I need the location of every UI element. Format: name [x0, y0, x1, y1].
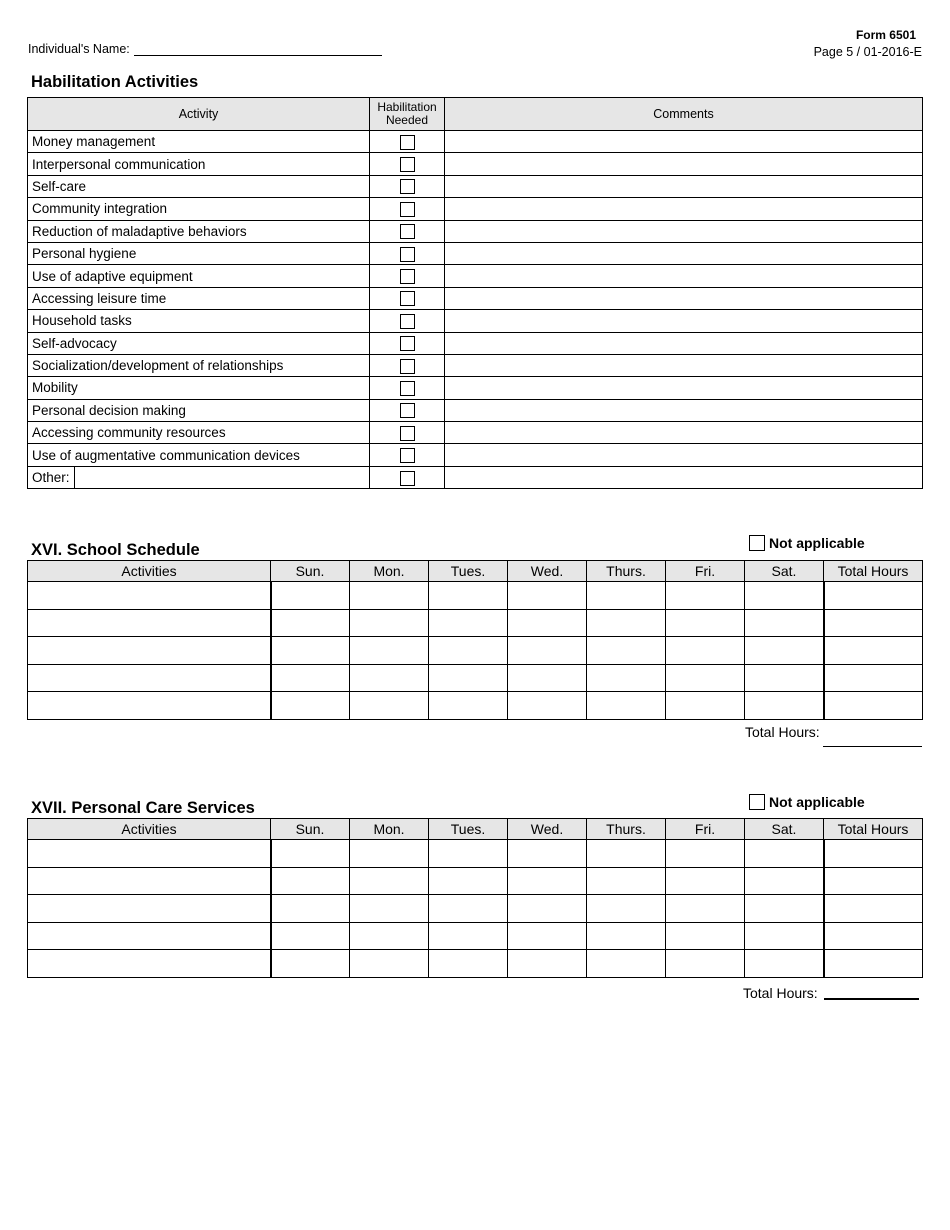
personal-care-cell[interactable]	[28, 895, 271, 923]
habilitation-needed-checkbox[interactable]	[400, 336, 415, 351]
personal-care-col-header: Wed.	[508, 819, 587, 840]
habilitation-needed-cell	[370, 153, 445, 175]
habilitation-needed-checkbox[interactable]	[400, 179, 415, 194]
school-schedule-row	[28, 692, 923, 720]
habilitation-activity-label: Use of adaptive equipment	[28, 265, 370, 287]
habilitation-activity-label: Community integration	[28, 198, 370, 220]
personal-care-title: XVII. Personal Care Services	[31, 799, 255, 817]
personal-care-cell[interactable]	[350, 922, 429, 950]
school-schedule-cell[interactable]	[28, 637, 271, 665]
school-schedule-cell[interactable]	[508, 637, 587, 665]
school-schedule-cell[interactable]	[429, 609, 508, 637]
school-schedule-table	[27, 560, 923, 720]
habilitation-title: Habilitation Activities	[31, 73, 199, 91]
habilitation-needed-cell	[370, 377, 445, 399]
habilitation-comment-field[interactable]	[445, 131, 923, 153]
personal-care-cell[interactable]	[350, 867, 429, 895]
habilitation-needed-cell	[370, 466, 445, 488]
personal-care-cell[interactable]	[745, 950, 824, 978]
personal-care-cell[interactable]	[824, 867, 923, 895]
habilitation-needed-cell	[370, 399, 445, 421]
habilitation-comment-field[interactable]	[445, 422, 923, 444]
habilitation-comment-field[interactable]	[445, 220, 923, 242]
habilitation-row	[28, 198, 923, 220]
school-schedule-cell[interactable]	[28, 609, 271, 637]
habilitation-needed-checkbox[interactable]	[400, 314, 415, 329]
school-schedule-col-header: Sat.	[745, 561, 824, 582]
school-schedule-col-header: Sun.	[271, 561, 350, 582]
habilitation-activity-label: Money management	[28, 131, 370, 153]
school-schedule-title: XVI. School Schedule	[31, 541, 200, 559]
personal-care-not-applicable-checkbox[interactable]	[749, 794, 765, 810]
personal-care-cell[interactable]	[350, 950, 429, 978]
school-schedule-cell[interactable]	[745, 582, 824, 610]
habilitation-needed-checkbox[interactable]	[400, 202, 415, 217]
individual-name-field[interactable]	[134, 55, 382, 56]
personal-care-not-applicable-label: Not applicable	[769, 794, 865, 810]
habilitation-needed-checkbox[interactable]	[400, 224, 415, 239]
habilitation-row	[28, 153, 923, 175]
personal-care-cell[interactable]	[824, 840, 923, 868]
col-needed-line1: Habilitation	[377, 100, 437, 114]
school-schedule-cell[interactable]	[745, 664, 824, 692]
personal-care-cell[interactable]	[508, 867, 587, 895]
habilitation-needed-cell	[370, 131, 445, 153]
habilitation-row	[28, 422, 923, 444]
habilitation-other-cell	[28, 466, 370, 488]
school-schedule-cell[interactable]	[824, 692, 923, 720]
school-schedule-cell[interactable]	[28, 692, 271, 720]
school-schedule-cell[interactable]	[745, 609, 824, 637]
personal-care-cell[interactable]	[666, 840, 745, 868]
personal-care-cell[interactable]	[28, 950, 271, 978]
school-schedule-col-header: Tues.	[429, 561, 508, 582]
school-schedule-cell[interactable]	[666, 637, 745, 665]
habilitation-needed-cell	[370, 198, 445, 220]
col-needed-line2: Needed	[385, 113, 429, 127]
school-schedule-cell[interactable]	[666, 692, 745, 720]
school-schedule-cell[interactable]	[508, 582, 587, 610]
habilitation-needed-cell	[370, 354, 445, 376]
school-schedule-cell[interactable]	[508, 664, 587, 692]
habilitation-needed-checkbox[interactable]	[400, 471, 415, 486]
habilitation-needed-cell	[370, 287, 445, 309]
personal-care-total-hours-label: Total Hours:	[743, 985, 818, 1001]
personal-care-row	[28, 950, 923, 978]
personal-care-cell[interactable]	[271, 840, 350, 868]
personal-care-cell[interactable]	[508, 895, 587, 923]
school-schedule-col-header: Total Hours	[824, 561, 923, 582]
school-schedule-col-header: Fri.	[666, 561, 745, 582]
habilitation-row	[28, 399, 923, 421]
school-schedule-col-header: Mon.	[350, 561, 429, 582]
habilitation-row	[28, 131, 923, 153]
school-schedule-cell[interactable]	[745, 692, 824, 720]
school-schedule-cell[interactable]	[666, 609, 745, 637]
school-schedule-cell[interactable]	[429, 664, 508, 692]
personal-care-table	[27, 818, 923, 978]
school-schedule-col-header: Activities	[28, 561, 271, 582]
habilitation-row	[28, 332, 923, 354]
habilitation-comment-field[interactable]	[445, 332, 923, 354]
habilitation-row	[28, 444, 923, 466]
habilitation-comment-field[interactable]	[445, 198, 923, 220]
personal-care-row	[28, 895, 923, 923]
habilitation-comment-field[interactable]	[445, 153, 923, 175]
habilitation-activity-label: Use of augmentative communication devices	[28, 444, 370, 466]
habilitation-needed-cell	[370, 422, 445, 444]
personal-care-cell[interactable]	[587, 950, 666, 978]
personal-care-col-header: Mon.	[350, 819, 429, 840]
habilitation-needed-checkbox[interactable]	[400, 269, 415, 284]
school-schedule-cell[interactable]	[271, 609, 350, 637]
personal-care-cell[interactable]	[28, 922, 271, 950]
personal-care-col-header: Activities	[28, 819, 271, 840]
habilitation-needed-cell	[370, 265, 445, 287]
school-not-applicable-checkbox[interactable]	[749, 535, 765, 551]
school-schedule-cell[interactable]	[824, 582, 923, 610]
school-schedule-cell[interactable]	[350, 692, 429, 720]
other-activity-field[interactable]	[75, 467, 369, 488]
habilitation-comment-field[interactable]	[445, 175, 923, 197]
school-schedule-cell[interactable]	[587, 637, 666, 665]
personal-care-cell[interactable]	[587, 840, 666, 868]
habilitation-needed-checkbox[interactable]	[400, 448, 415, 463]
habilitation-table	[27, 97, 923, 489]
habilitation-comment-field[interactable]	[445, 265, 923, 287]
habilitation-comment-field[interactable]	[445, 310, 923, 332]
school-schedule-cell[interactable]	[824, 664, 923, 692]
school-schedule-cell[interactable]	[28, 664, 271, 692]
personal-care-cell[interactable]	[666, 922, 745, 950]
personal-care-cell[interactable]	[824, 950, 923, 978]
personal-care-cell[interactable]	[271, 950, 350, 978]
personal-care-cell[interactable]	[429, 895, 508, 923]
school-schedule-cell[interactable]	[28, 582, 271, 610]
school-not-applicable[interactable]	[749, 535, 865, 551]
school-schedule-cell[interactable]	[429, 692, 508, 720]
school-schedule-cell[interactable]	[350, 582, 429, 610]
other-label: Other:	[28, 467, 75, 488]
personal-care-cell[interactable]	[745, 840, 824, 868]
habilitation-activity-label: Accessing leisure time	[28, 287, 370, 309]
school-total-hours-field[interactable]	[823, 746, 922, 747]
school-schedule-cell[interactable]	[745, 637, 824, 665]
personal-care-cell[interactable]	[271, 867, 350, 895]
school-schedule-row	[28, 609, 923, 637]
personal-care-cell[interactable]	[745, 895, 824, 923]
habilitation-row	[28, 175, 923, 197]
form-number: Form 6501	[855, 28, 916, 42]
personal-care-row	[28, 840, 923, 868]
habilitation-row	[28, 265, 923, 287]
habilitation-activity-label: Mobility	[28, 377, 370, 399]
habilitation-row	[28, 310, 923, 332]
school-schedule-cell[interactable]	[508, 609, 587, 637]
habilitation-needed-cell	[370, 175, 445, 197]
col-needed-header	[370, 98, 445, 131]
habilitation-comment-field[interactable]	[445, 354, 923, 376]
school-schedule-cell[interactable]	[350, 664, 429, 692]
school-schedule-cell[interactable]	[350, 609, 429, 637]
personal-care-cell[interactable]	[587, 895, 666, 923]
page-reference: Page 5 / 01-2016-E	[813, 45, 922, 59]
personal-care-col-header: Sun.	[271, 819, 350, 840]
habilitation-needed-cell	[370, 242, 445, 264]
habilitation-row	[28, 354, 923, 376]
habilitation-activity-label: Household tasks	[28, 310, 370, 332]
personal-care-cell[interactable]	[666, 950, 745, 978]
school-schedule-cell[interactable]	[587, 582, 666, 610]
habilitation-needed-cell	[370, 220, 445, 242]
personal-care-cell[interactable]	[429, 950, 508, 978]
personal-care-cell[interactable]	[587, 867, 666, 895]
personal-care-cell[interactable]	[745, 922, 824, 950]
personal-care-cell[interactable]	[824, 922, 923, 950]
habilitation-comment-field[interactable]	[445, 444, 923, 466]
personal-care-cell[interactable]	[508, 840, 587, 868]
personal-care-cell[interactable]	[745, 867, 824, 895]
personal-care-cell[interactable]	[666, 867, 745, 895]
habilitation-needed-checkbox[interactable]	[400, 426, 415, 441]
personal-care-col-header: Total Hours	[824, 819, 923, 840]
school-schedule-cell[interactable]	[824, 609, 923, 637]
habilitation-needed-checkbox[interactable]	[400, 157, 415, 172]
habilitation-comment-field[interactable]	[445, 377, 923, 399]
personal-care-not-applicable[interactable]	[749, 794, 865, 810]
personal-care-col-header: Fri.	[666, 819, 745, 840]
personal-care-cell[interactable]	[429, 867, 508, 895]
school-schedule-row	[28, 582, 923, 610]
habilitation-comment-field[interactable]	[445, 466, 923, 488]
habilitation-row	[28, 377, 923, 399]
individual-name-label: Individual's Name:	[28, 42, 130, 56]
habilitation-needed-checkbox[interactable]	[400, 381, 415, 396]
personal-care-cell[interactable]	[271, 895, 350, 923]
school-schedule-cell[interactable]	[350, 637, 429, 665]
habilitation-needed-checkbox[interactable]	[400, 403, 415, 418]
school-total-hours-label: Total Hours:	[745, 724, 820, 740]
personal-care-col-header: Thurs.	[587, 819, 666, 840]
habilitation-activity-label: Accessing community resources	[28, 422, 370, 444]
school-schedule-cell[interactable]	[587, 692, 666, 720]
personal-care-col-header: Tues.	[429, 819, 508, 840]
personal-care-total-hours-field[interactable]	[824, 998, 919, 1000]
habilitation-comment-field[interactable]	[445, 287, 923, 309]
personal-care-cell[interactable]	[508, 950, 587, 978]
school-schedule-row	[28, 664, 923, 692]
habilitation-needed-cell	[370, 444, 445, 466]
col-comments-header: Comments	[445, 98, 923, 131]
habilitation-needed-checkbox[interactable]	[400, 247, 415, 262]
school-schedule-col-header: Wed.	[508, 561, 587, 582]
school-schedule-cell[interactable]	[271, 637, 350, 665]
habilitation-activity-label: Socialization/development of relationships	[28, 354, 370, 376]
personal-care-cell[interactable]	[350, 840, 429, 868]
habilitation-row	[28, 287, 923, 309]
school-schedule-cell[interactable]	[271, 692, 350, 720]
personal-care-cell[interactable]	[429, 840, 508, 868]
school-schedule-cell[interactable]	[429, 637, 508, 665]
habilitation-needed-cell	[370, 332, 445, 354]
habilitation-comment-field[interactable]	[445, 242, 923, 264]
school-schedule-cell[interactable]	[429, 582, 508, 610]
habilitation-activity-label: Self-care	[28, 175, 370, 197]
personal-care-cell[interactable]	[666, 895, 745, 923]
personal-care-cell[interactable]	[429, 922, 508, 950]
school-schedule-cell[interactable]	[666, 582, 745, 610]
habilitation-needed-checkbox[interactable]	[400, 135, 415, 150]
school-schedule-cell[interactable]	[666, 664, 745, 692]
personal-care-row	[28, 922, 923, 950]
personal-care-cell[interactable]	[587, 922, 666, 950]
personal-care-cell[interactable]	[350, 895, 429, 923]
personal-care-cell[interactable]	[271, 922, 350, 950]
school-schedule-cell[interactable]	[271, 664, 350, 692]
personal-care-col-header: Sat.	[745, 819, 824, 840]
school-schedule-cell[interactable]	[271, 582, 350, 610]
col-activity-header: Activity	[28, 98, 370, 131]
habilitation-activity-label: Personal decision making	[28, 399, 370, 421]
personal-care-cell[interactable]	[28, 840, 271, 868]
habilitation-activity-label: Reduction of maladaptive behaviors	[28, 220, 370, 242]
personal-care-cell[interactable]	[508, 922, 587, 950]
personal-care-cell[interactable]	[28, 867, 271, 895]
school-schedule-row	[28, 637, 923, 665]
school-not-applicable-label: Not applicable	[769, 535, 865, 551]
habilitation-activity-label: Personal hygiene	[28, 242, 370, 264]
habilitation-needed-checkbox[interactable]	[400, 359, 415, 374]
habilitation-row	[28, 242, 923, 264]
school-schedule-cell[interactable]	[824, 637, 923, 665]
habilitation-needed-cell	[370, 310, 445, 332]
habilitation-row-other	[28, 466, 923, 488]
habilitation-row	[28, 220, 923, 242]
habilitation-needed-checkbox[interactable]	[400, 291, 415, 306]
habilitation-activity-label: Self-advocacy	[28, 332, 370, 354]
school-schedule-col-header: Thurs.	[587, 561, 666, 582]
personal-care-cell[interactable]	[824, 895, 923, 923]
school-schedule-cell[interactable]	[508, 692, 587, 720]
habilitation-activity-label: Interpersonal communication	[28, 153, 370, 175]
school-schedule-cell[interactable]	[587, 664, 666, 692]
school-schedule-cell[interactable]	[587, 609, 666, 637]
personal-care-row	[28, 867, 923, 895]
habilitation-comment-field[interactable]	[445, 399, 923, 421]
